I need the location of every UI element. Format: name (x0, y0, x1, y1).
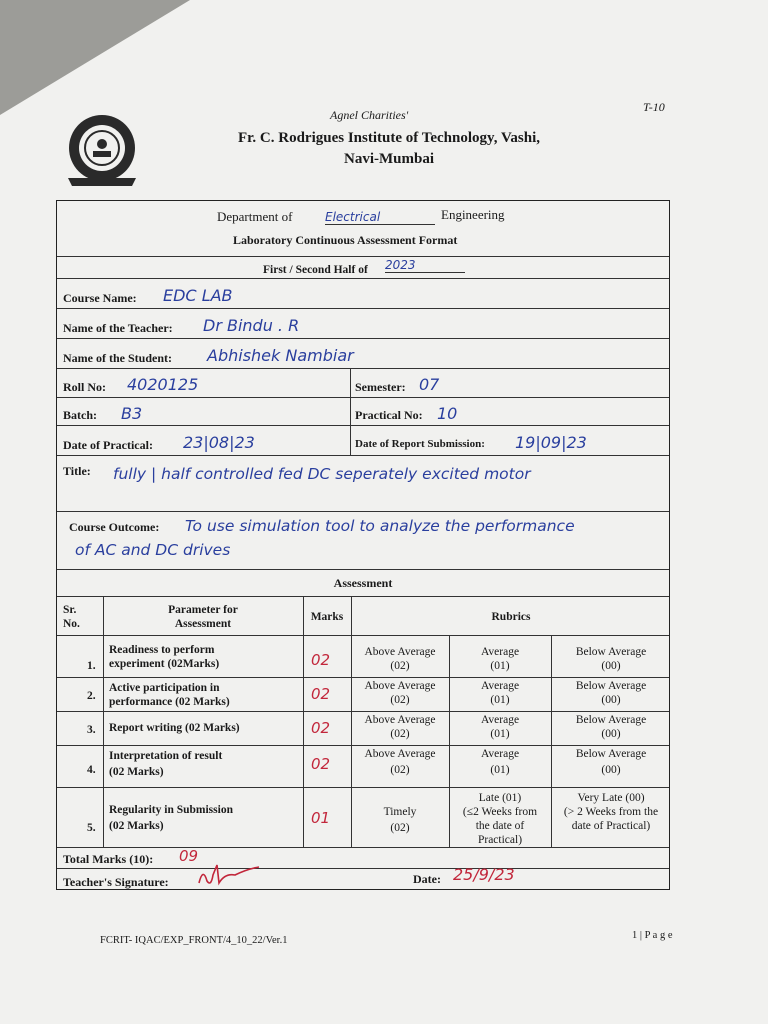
department-suffix: Engineering (441, 207, 505, 222)
total-row (57, 847, 669, 869)
rubric-very-late-line-2: (> 2 Weeks from the (563, 806, 659, 818)
marks-value: 01 (311, 809, 331, 827)
parameter-line-2: (02 Marks) (109, 766, 164, 778)
outcome-row (57, 512, 669, 570)
rubric-average-score: (01) (490, 764, 510, 776)
rubric-above-score: (02) (390, 660, 410, 672)
rubric-average: Average (480, 714, 520, 726)
rubric-above: Above Average (364, 748, 436, 760)
rubric-late: Late (01) (478, 792, 522, 804)
department-value: Electrical (325, 210, 435, 225)
roll-label: Roll No: (63, 380, 106, 394)
rubric-below: Below Average (575, 680, 647, 692)
col-sr: Sr. (63, 604, 77, 616)
title-label: Title: (63, 464, 91, 478)
format-title: Laboratory Continuous Assessment Format (233, 233, 458, 247)
rubric-below-score: (00) (601, 694, 621, 706)
rubric-very-late-line-3: date of Practical) (571, 820, 651, 832)
title-row (57, 456, 669, 512)
rubric-average: Average (480, 680, 520, 692)
batch-value: B3 (121, 404, 143, 423)
date-report-value: 19|09|23 (515, 433, 587, 452)
roll-value: 4020125 (127, 375, 199, 394)
practical-label: Practical No: (355, 408, 423, 422)
assessment-form (56, 200, 670, 890)
parameter-line-1: Regularity in Submission (109, 804, 233, 816)
assessment-heading: Assessment (333, 576, 393, 590)
rubric-below: Below Average (575, 748, 647, 760)
parameter-line-2: (02 Marks) (109, 820, 164, 832)
outcome-label: Course Outcome: (69, 520, 160, 534)
rubric-below-score: (00) (601, 660, 621, 672)
rubric-late-line-2: (≤2 Weeks from (462, 806, 538, 818)
student-value: Abhishek Nambiar (207, 346, 354, 365)
teacher-value: Dr Bindu . R (203, 316, 300, 335)
row-number: 3. (87, 724, 96, 736)
date-report-label: Date of Report Submission: (355, 438, 485, 450)
semester-value: 07 (419, 375, 440, 394)
parameter-line-1: Active participation in (109, 682, 220, 694)
rubric-above: Above Average (364, 680, 436, 692)
marks-value: 02 (311, 651, 331, 669)
batch-row (57, 398, 669, 426)
rubric-timely-score: (02) (390, 822, 410, 834)
date-practical-value: 23|08|23 (183, 433, 255, 452)
department-prefix: Department of (217, 209, 293, 224)
rubric-below-score: (00) (601, 764, 621, 776)
page-corner-shadow (0, 0, 190, 115)
course-row (57, 279, 669, 309)
rubric-above: Above Average (364, 646, 436, 658)
course-name-value: EDC LAB (163, 286, 233, 305)
rubric-below: Below Average (575, 646, 647, 658)
date-value: 25/9/23 (453, 865, 515, 884)
rubric-late-line-4: Practical) (477, 834, 523, 846)
marks-value: 02 (311, 685, 331, 703)
rubric-very-late: Very Late (00) (577, 792, 645, 804)
rubric-below: Below Average (575, 714, 647, 726)
rubric-above-score: (02) (390, 694, 410, 706)
half-value: 2023 (385, 258, 465, 273)
rubric-below-score: (00) (601, 728, 621, 740)
half-label: First / Second Half of (263, 264, 368, 276)
student-row (57, 339, 669, 369)
rubric-average-score: (01) (490, 660, 510, 672)
teacher-label: Name of the Teacher: (63, 321, 173, 335)
rubric-average-score: (01) (490, 694, 510, 706)
parameter-line-1: Readiness to perform (109, 644, 215, 656)
page-number: 1 | P a g e (632, 930, 673, 941)
parameter-line-1: Report writing (02 Marks) (109, 722, 240, 734)
rubric-average: Average (480, 646, 520, 658)
rubric-above-score: (02) (390, 764, 410, 776)
footer-code: FCRIT- IQAC/EXP_FRONT/4_10_22/Ver.1 (100, 935, 288, 946)
rubric-above-score: (02) (390, 728, 410, 740)
practical-value: 10 (437, 404, 458, 423)
outcome-value-line-2: of AC and DC drives (75, 541, 231, 559)
department-block (57, 201, 669, 257)
institute-name (228, 128, 550, 170)
assessment-table (57, 597, 669, 847)
institute-line-2: Navi-Mumbai (344, 151, 434, 167)
col-marks: Marks (310, 611, 344, 623)
date-label: Date: (413, 872, 441, 886)
rubric-late-line-3: the date of (475, 820, 525, 832)
marks-value: 02 (311, 755, 331, 773)
institute-logo (62, 112, 142, 192)
course-name-label: Course Name: (63, 291, 137, 305)
teacher-row (57, 309, 669, 339)
date-practical-label: Date of Practical: (63, 438, 153, 452)
roll-row (57, 369, 669, 398)
student-label: Name of the Student: (63, 351, 172, 365)
half-row (57, 257, 669, 279)
col-param-1: Parameter for (168, 604, 238, 616)
col-rubrics: Rubrics (491, 611, 531, 623)
row-number: 4. (87, 764, 96, 776)
assessment-heading-row (57, 570, 669, 597)
outcome-value-line-1: To use simulation tool to analyze the performance (185, 517, 575, 535)
title-value: fully | half controlled fed DC seperately excited motor (113, 465, 531, 483)
rubric-timely: Timely (383, 806, 417, 818)
total-value: 09 (179, 847, 199, 865)
teacher-signature (195, 861, 265, 889)
institute-line-1: Fr. C. Rodrigues Institute of Technology, Vashi, (237, 130, 540, 146)
row-number: 1. (87, 660, 96, 672)
parameter-line-2: performance (02 Marks) (109, 696, 230, 708)
form-code: T-10 (643, 100, 665, 114)
parameter-line-2: experiment (02Marks) (109, 658, 220, 670)
marks-value: 02 (311, 719, 331, 737)
parameter-line-1: Interpretation of result (109, 750, 223, 762)
col-param-2: Assessment (174, 618, 232, 630)
total-label: Total Marks (10): (63, 852, 154, 866)
rubric-above: Above Average (364, 714, 436, 726)
rubric-average: Average (480, 748, 520, 760)
semester-label: Semester: (355, 380, 406, 394)
batch-label: Batch: (63, 408, 97, 422)
dates-row (57, 426, 669, 456)
row-number: 5. (87, 822, 96, 834)
col-sr-2: No. (63, 618, 80, 630)
row-number: 2. (87, 690, 96, 702)
signature-row (57, 865, 669, 891)
signature-label: Teacher's Signature: (63, 875, 169, 889)
rubric-average-score: (01) (490, 728, 510, 740)
charity-name: Agnel Charities' (330, 108, 409, 122)
